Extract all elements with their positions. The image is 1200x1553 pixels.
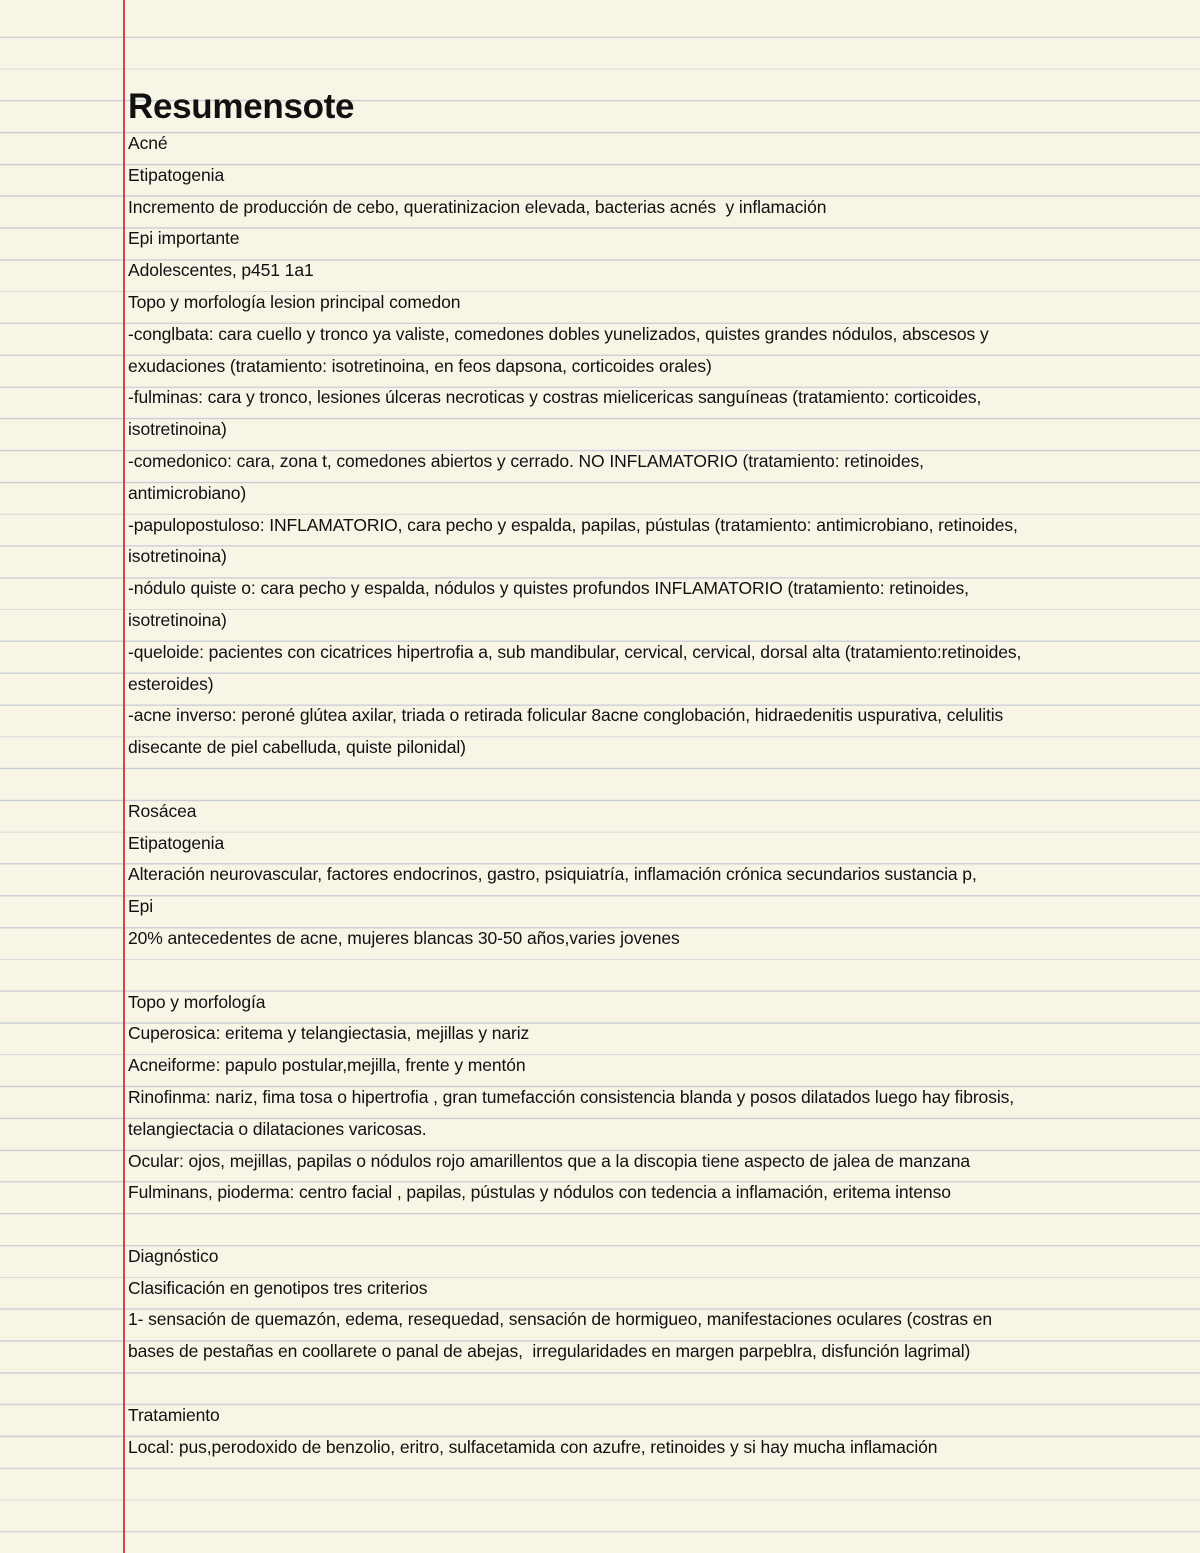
text-line: Local: pus,perodoxido de benzolio, eritro, sulfacetamida con azufre, retinoides y si hay mucha inflamación	[128, 1436, 938, 1457]
text-line: Acneiforme: papulo postular,mejilla, frente y mentón	[128, 1055, 526, 1076]
text-line: Topo y morfología lesion principal comedon	[128, 291, 461, 312]
text-line: Etipatogenia	[128, 164, 225, 185]
text-line: Clasificación en genotipos tres criterios	[128, 1277, 428, 1298]
text-line: -papulopostuloso: INFLAMATORIO, cara pecho y espalda, papilas, pústulas (tratamiento: antimicrobiano, retinoides,	[128, 514, 1018, 535]
text-line: disecante de piel cabelluda, quiste pilonidal)	[128, 737, 466, 758]
blank-line	[128, 764, 1128, 796]
text-line: isotretinoina)	[128, 546, 227, 567]
text-line: Acné	[128, 133, 168, 153]
text-line: isotretinoina)	[128, 609, 227, 630]
document-body	[128, 86, 1128, 1463]
document-title: Resumensote	[128, 87, 355, 126]
text-line: Etipatogenia	[128, 832, 225, 853]
text-line: Incremento de producción de cebo, queratinizacion elevada, bacterias acnés y inflamación	[128, 196, 827, 217]
text-line: Fulminans, pioderma: centro facial , papilas, pústulas y nódulos con tedencia a inflamación, eritema intenso	[128, 1182, 951, 1203]
text-line: -acne inverso: peroné glútea axilar, triada o retirada folicular 8acne conglobación, hidraedenitis uspurativa, celulitis	[128, 705, 1004, 726]
text-line: 1- sensación de quemazón, edema, resequedad, sensación de hormigueo, manifestaciones oculares (costras en	[128, 1309, 993, 1330]
blank-line	[128, 1209, 1128, 1241]
text-line: Epi	[128, 896, 153, 917]
blank-line	[128, 955, 1128, 987]
notebook-margin-line	[123, 0, 125, 1553]
text-line: exudaciones (tratamiento: isotretinoina, en feos dapsona, corticoides orales)	[128, 355, 712, 376]
text-line: isotretinoina)	[128, 419, 227, 440]
text-line: Alteración neurovascular, factores endocrinos, gastro, psiquiatría, inflamación crónica secundarios sustancia p,	[128, 864, 977, 885]
text-line: telangiectacia o dilataciones varicosas.	[128, 1118, 427, 1139]
text-line: -comedonico: cara, zona t, comedones abiertos y cerrado. NO INFLAMATORIO (tratamiento: retinoides,	[128, 450, 924, 471]
text-line: antimicrobiano)	[128, 482, 247, 503]
text-line: Cuperosica: eritema y telangiectasia, mejillas y nariz	[128, 1023, 530, 1044]
text-line: -queloide: pacientes con cicatrices hipertrofia a, sub mandibular, cervical, cervical, dorsal alta (tratamiento:retinoides,	[128, 641, 1022, 662]
text-line: bases de pestañas en coollarete o panal de abejas, irregularidades en margen parpeblra, disfunción lagrimal)	[128, 1341, 971, 1362]
text-line: -fulminas: cara y tronco, lesiones úlceras necroticas y costras mielicericas sanguíneas (tratamiento: corticoides,	[128, 387, 982, 408]
text-line: Topo y morfología	[128, 991, 266, 1012]
text-line: Rinofinma: nariz, fima tosa o hipertrofia , gran tumefacción consistencia blanda y posos dilatados luego hay fibrosis,	[128, 1086, 1015, 1107]
text-line: Rosácea	[128, 800, 197, 821]
text-line: Epi importante	[128, 228, 240, 249]
text-line: esteroides)	[128, 673, 214, 694]
text-line: -nódulo quiste o: cara pecho y espalda, nódulos y quistes profundos INFLAMATORIO (tratamiento: retinoides,	[128, 578, 969, 599]
text-line: 20% antecedentes de acne, mujeres blancas 30-50 años,varies jovenes	[128, 927, 680, 948]
text-line: Adolescentes, p451 1a1	[128, 260, 314, 281]
text-line: Tratamiento	[128, 1404, 220, 1425]
blank-line	[128, 1368, 1128, 1400]
text-line: Diagnóstico	[128, 1245, 219, 1266]
text-line: Ocular: ojos, mejillas, papilas o nódulos rojo amarillentos que a la discopia tiene aspecto de jalea de manzana	[128, 1150, 971, 1171]
document-lines	[128, 128, 1128, 1463]
text-line: -conglbata: cara cuello y tronco ya valiste, comedones dobles yunelizados, quistes grandes nódulos, abscesos y	[128, 323, 989, 344]
